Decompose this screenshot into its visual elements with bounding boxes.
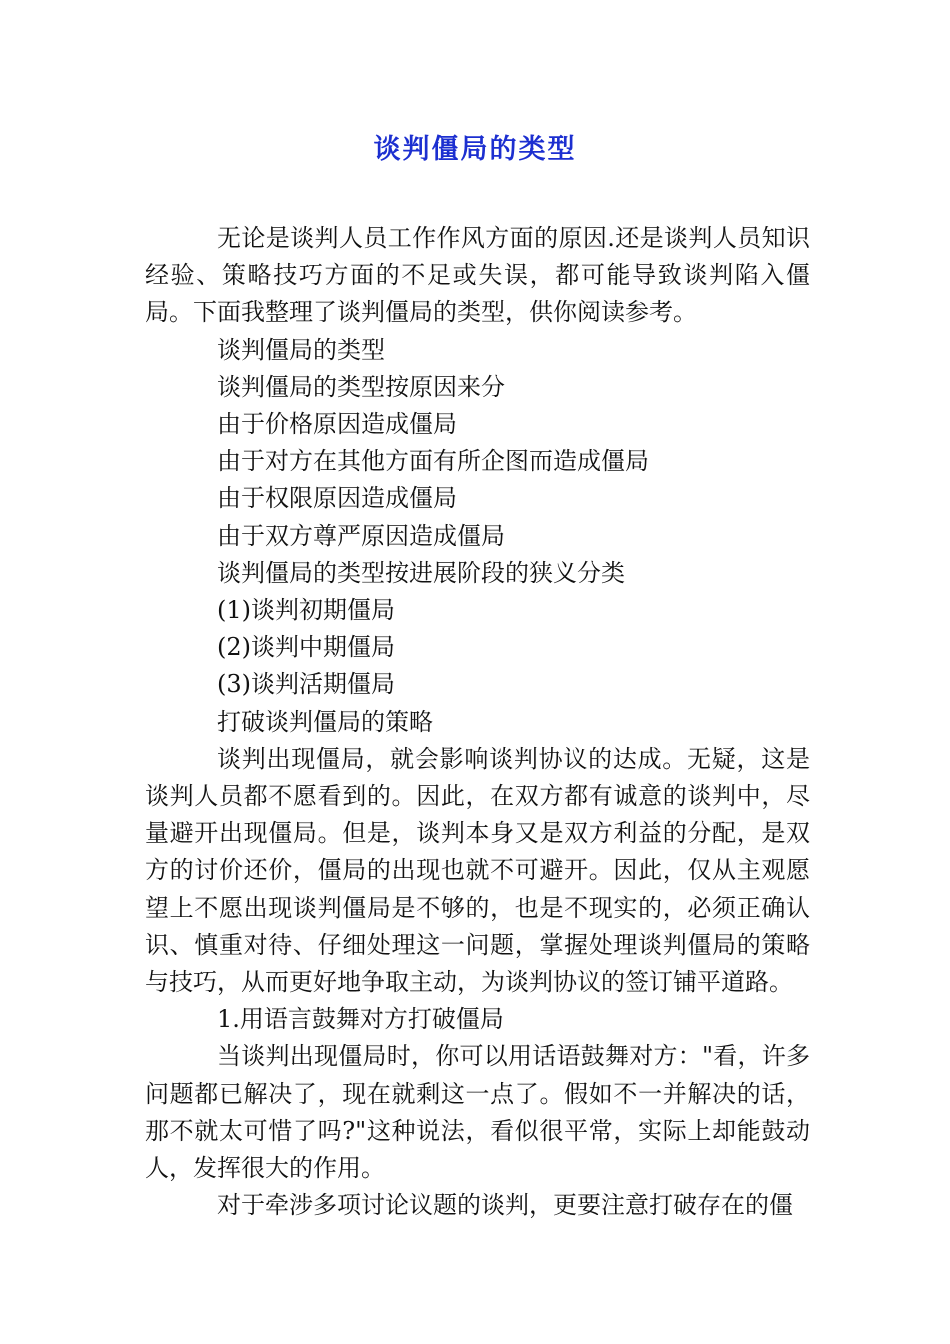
list-item-other-intent: 由于对方在其他方面有所企图而造成僵局 [217, 447, 649, 476]
list-item-authority: 由于权限原因造成僵局 [217, 484, 457, 513]
paragraph-strategy-intro: 谈判出现僵局，就会影响谈判协议的达成。无疑，这是谈判人员都不愿看到的。因此，在双方都有诚意的谈判中，尽量避开出现僵局。但是，谈判本身又是双方利益的分配，是双方的讨价还价，僵局的出现也就不可避开。因此，仅从主观愿望上不愿出现谈判僵局是不够的，也是不现实的，必须正确认识、慎重对待、仔细处理这一问题，掌握处理谈判僵局的策略与技巧，从而更好地争取主动，为谈判协议的签订铺平道路。 [145, 744, 810, 997]
list-item-late: (3)谈判活期僵局 [217, 670, 395, 699]
document-body [145, 220, 810, 1224]
list-item-dignity: 由于双方尊严原因造成僵局 [217, 521, 505, 550]
document-title: 谈判僵局的类型 [373, 134, 577, 165]
paragraph-heading-by-cause: 谈判僵局的类型按原因来分 [217, 372, 505, 401]
paragraph-heading-types: 谈判僵局的类型 [217, 335, 385, 364]
list-item-initial: (1)谈判初期僵局 [217, 596, 395, 625]
paragraph-heading-by-stage: 谈判僵局的类型按进展阶段的狭义分类 [217, 558, 625, 587]
paragraph-strategy-continued: 对于牵涉多项讨论议题的谈判，更要注意打破存在的僵 [217, 1191, 793, 1220]
paragraph-strategy-1-body: 当谈判出现僵局时，你可以用话语鼓舞对方："看，许多问题都已解决了，现在就剩这一点了。假如不一并解决的话，那不就太可惜了吗?"这种说法，看似很平常，实际上却能鼓动人，发挥很大的作用。 [145, 1042, 810, 1183]
list-item-price: 由于价格原因造成僵局 [217, 410, 457, 439]
paragraph-heading-strategies: 打破谈判僵局的策略 [217, 707, 433, 736]
paragraph-intro: 无论是谈判人员工作作风方面的原因.还是谈判人员知识经验、策略技巧方面的不足或失误，都可能导致谈判陷入僵局。下面我整理了谈判僵局的类型，供你阅读参考。 [145, 224, 810, 327]
paragraph-heading-strategy-1: 1.用语言鼓舞对方打破僵局 [217, 1005, 504, 1034]
list-item-middle: (2)谈判中期僵局 [217, 633, 395, 662]
